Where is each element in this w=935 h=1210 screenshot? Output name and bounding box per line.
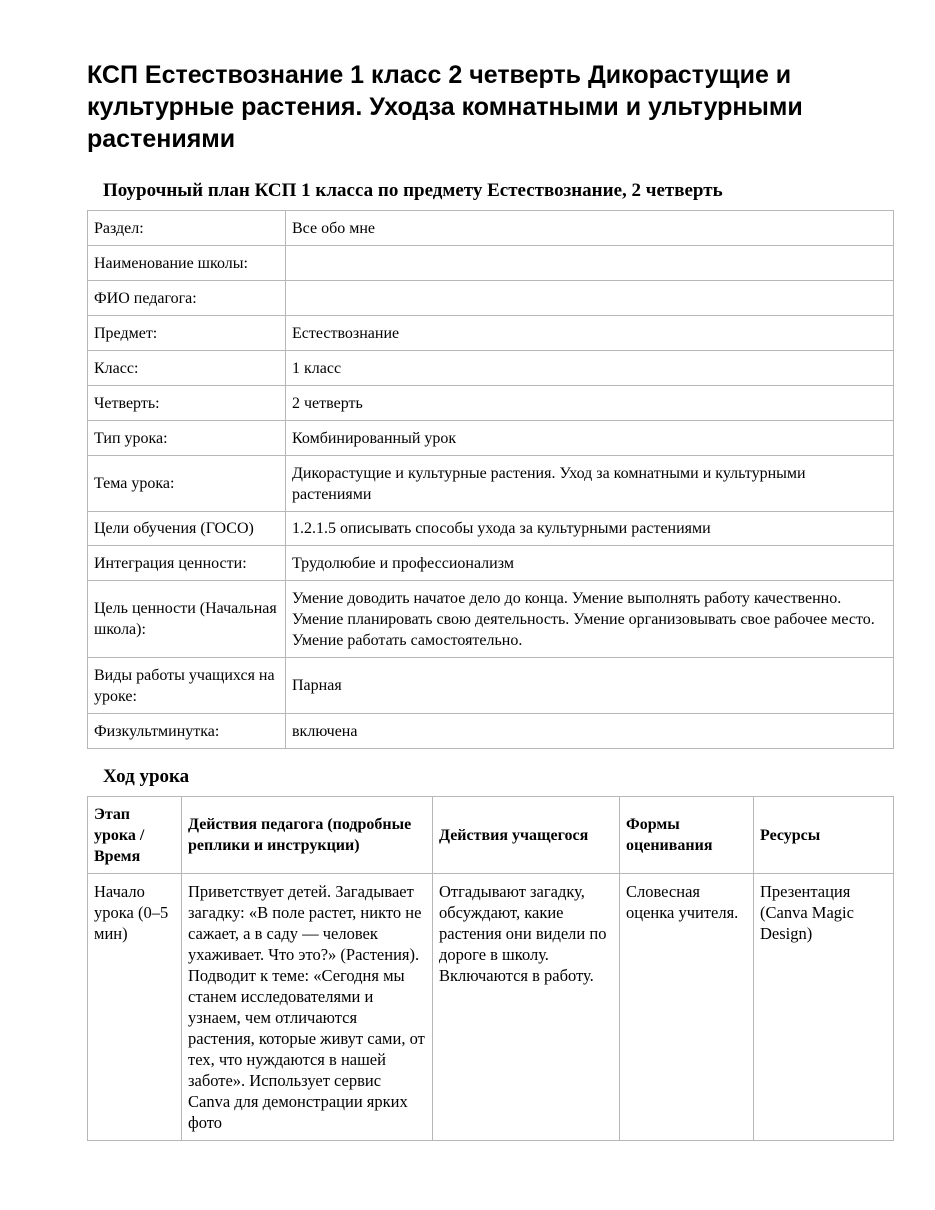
info-label: Физкультминутка: bbox=[88, 714, 286, 749]
info-label: Цели обучения (ГОСО) bbox=[88, 512, 286, 546]
plan-heading: Поурочный план КСП 1 класса по предмету Естествознание, 2 четверть bbox=[103, 180, 723, 201]
info-row-value-integration bbox=[88, 546, 894, 581]
info-value: Естествознание bbox=[286, 316, 894, 351]
info-row-teacher bbox=[88, 281, 894, 316]
page-title: КСП Естествознание 1 класс 2 четверть Дикорастущие и культурные растения. Уходза комнатными и ультурными растениями bbox=[87, 61, 803, 153]
info-value: включена bbox=[286, 714, 894, 749]
info-value: Все обо мне bbox=[286, 211, 894, 246]
info-value: Трудолюбие и профессионализм bbox=[286, 546, 894, 581]
column-header-assessment: Формы оценивания bbox=[620, 797, 754, 874]
teacher-actions-cell: Приветствует детей. Загадывает загадку: «В поле растет, никто не сажает, а в саду — человек ухаживает. Что это?» (Растения). Подводит к теме: «Сегодня мы станем исследователями и узнаем, чем отличаются растения, которые живут сами, от тех, что нуждаются в нашей заботе». Использует сервис Canva для демонстрации ярких фото bbox=[182, 874, 433, 1141]
lesson-flow-heading: Ход урока bbox=[103, 766, 190, 787]
info-value: 1.2.1.5 описывать способы ухода за культурными растениями bbox=[286, 512, 894, 546]
table-row bbox=[88, 874, 894, 1141]
info-row-topic bbox=[88, 456, 894, 512]
info-row-grade bbox=[88, 351, 894, 386]
info-row-value-goal bbox=[88, 581, 894, 658]
info-label: Предмет: bbox=[88, 316, 286, 351]
info-value: Дикорастущие и культурные растения. Уход за комнатными и культурными растениями bbox=[286, 456, 894, 512]
info-value bbox=[286, 246, 894, 281]
info-label: Тип урока: bbox=[88, 421, 286, 456]
info-label: Цель ценности (Начальная школа): bbox=[88, 581, 286, 658]
info-label: Четверть: bbox=[88, 386, 286, 421]
column-header-student-actions: Действия учащегося bbox=[433, 797, 620, 874]
info-row-physical-break bbox=[88, 714, 894, 749]
info-value: 1 класс bbox=[286, 351, 894, 386]
info-label: Класс: bbox=[88, 351, 286, 386]
column-header-stage: Этап урока / Время bbox=[88, 797, 182, 874]
info-value bbox=[286, 281, 894, 316]
info-row-subject bbox=[88, 316, 894, 351]
info-label: Виды работы учащихся на уроке: bbox=[88, 658, 286, 714]
assessment-cell: Словесная оценка учителя. bbox=[620, 874, 754, 1141]
info-label: Раздел: bbox=[88, 211, 286, 246]
info-value: Умение доводить начатое дело до конца. Умение выполнять работу качественно. Умение планировать свою деятельность. Умение организовывать свое рабочее место. Умение работать самостоятельно. bbox=[286, 581, 894, 658]
info-value: 2 четверть bbox=[286, 386, 894, 421]
info-value: Комбинированный урок bbox=[286, 421, 894, 456]
info-row-work-types bbox=[88, 658, 894, 714]
info-label: Интеграция ценности: bbox=[88, 546, 286, 581]
info-row-school bbox=[88, 246, 894, 281]
resources-cell: Презентация (Canva Magic Design) bbox=[754, 874, 894, 1141]
column-header-teacher-actions: Действия педагога (подробные реплики и инструкции) bbox=[182, 797, 433, 874]
stage-cell: Начало урока (0–5 мин) bbox=[88, 874, 182, 1141]
info-row-learning-goals bbox=[88, 512, 894, 546]
info-row-lesson-type bbox=[88, 421, 894, 456]
column-header-resources: Ресурсы bbox=[754, 797, 894, 874]
info-label: ФИО педагога: bbox=[88, 281, 286, 316]
info-label: Тема урока: bbox=[88, 456, 286, 512]
info-row-quarter bbox=[88, 386, 894, 421]
lesson-info-table bbox=[87, 210, 894, 749]
info-value: Парная bbox=[286, 658, 894, 714]
lesson-flow-table bbox=[87, 796, 894, 1141]
flow-header-row bbox=[88, 797, 894, 874]
info-row-section bbox=[88, 211, 894, 246]
student-actions-cell: Отгадывают загадку, обсуждают, какие растения они видели по дороге в школу. Включаются в работу. bbox=[433, 874, 620, 1141]
info-label: Наименование школы: bbox=[88, 246, 286, 281]
